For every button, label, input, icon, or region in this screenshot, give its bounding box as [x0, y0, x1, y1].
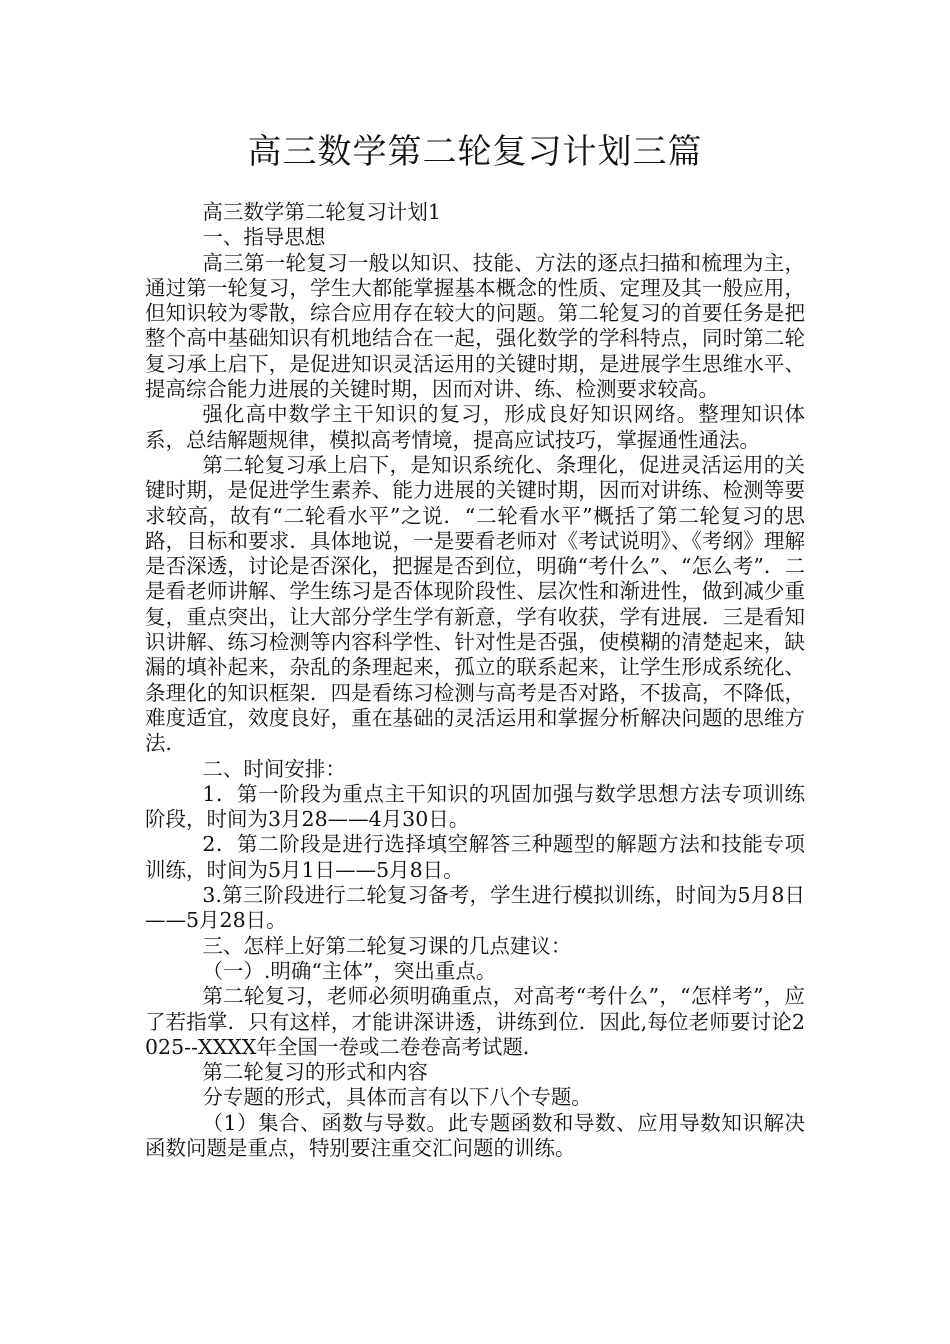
schedule-item: 1．第一阶段为重点主干知识的巩固加强与数学思想方法专项训练阶段，时间为3月28——4月30日。 [145, 781, 805, 832]
subsection-heading: （一）.明确“主体”，突出重点。 [202, 958, 497, 983]
body-paragraph: 分专题的形式，具体而言有以下八个专题。 [202, 1085, 592, 1110]
subsection-heading: 第二轮复习的形式和内容 [202, 1060, 428, 1085]
body-paragraph: 强化高中数学主干知识的复习，形成良好知识网络。整理知识体系，总结解题规律，模拟高考情境，提高应试技巧，掌握通性通法。 [145, 402, 805, 452]
document-title: 高三数学第二轮复习计划三篇 [247, 132, 703, 172]
section-heading-guiding-thought: 一、指导思想 [202, 225, 326, 250]
body-paragraph: 第二轮复习承上启下，是知识系统化、条理化，促进灵活运用的关键时期，是促进学生素养、能力进展的关键时期，因而对讲练、检测等要求较高，故有“二轮看水平”之说．“二轮看水平”概括了第二轮复习的思路，目标和要求．具体地说，一是要看老师对《考试说明》、《考纲》理解是否深透，讨论是否深化，把握是否到位，明确“考什么”、“怎么考”．二是看老师讲解、学生练习是否体现阶段性、层次性和渐进性，做到减少重复，重点突出，让大部分学生学有新意，学有收获，学有进展．三是看知识讲解、练习检测等内容科学性、针对性是否强，使模糊的清楚起来，缺漏的填补起来，杂乱的条理起来，孤立的联系起来，让学生形成系统化、条理化的知识框架．四是看练习检测与高考是否对路，不拔高，不降低，难度适宜，效度良好，重在基础的灵活运用和掌握分析解决问题的思维方法． [145, 452, 805, 756]
plan-heading: 高三数学第二轮复习计划1 [202, 200, 441, 224]
document-page [145, 122, 805, 1161]
body-paragraph: 高三第一轮复习一般以知识、技能、方法的逐点扫描和梳理为主，通过第一轮复习，学生大都能掌握基本概念的性质、定理及其一般应用，但知识较为零散，综合应用存在较大的问题。第二轮复习的首要任务是把整个高中基础知识有机地结合在一起，强化数学的学科特点，同时第二轮复习承上启下，是促进知识灵活运用的关键时期，是进展学生思维水平、提高综合能力进展的关键时期，因而对讲、练、检测要求较高。 [145, 250, 805, 402]
document-body [145, 200, 805, 1161]
section-heading-suggestions: 三、怎样上好第二轮复习课的几点建议： [202, 933, 572, 958]
topic-item: （1）集合、函数与导数。此专题函数和导数、应用导数知识解决函数问题是重点，特别要注重交汇问题的训练。 [145, 1110, 805, 1160]
section-heading-schedule: 二、时间安排： [202, 756, 346, 781]
body-paragraph: 第二轮复习，老师必须明确重点，对高考“考什么”，“怎样考”，应了若指掌．只有这样，才能讲深讲透，讲练到位．因此,每位老师要讨论2025--XXXX年全国一卷或二卷卷高考试题． [145, 984, 805, 1059]
schedule-item: 3.第三阶段进行二轮复习备考，学生进行模拟训练，时间为5月8日——5月28日。 [145, 883, 805, 933]
schedule-item: 2．第二阶段是进行选择填空解答三种题型的解题方法和技能专项训练，时间为5月1日——5月8日。 [145, 832, 805, 882]
